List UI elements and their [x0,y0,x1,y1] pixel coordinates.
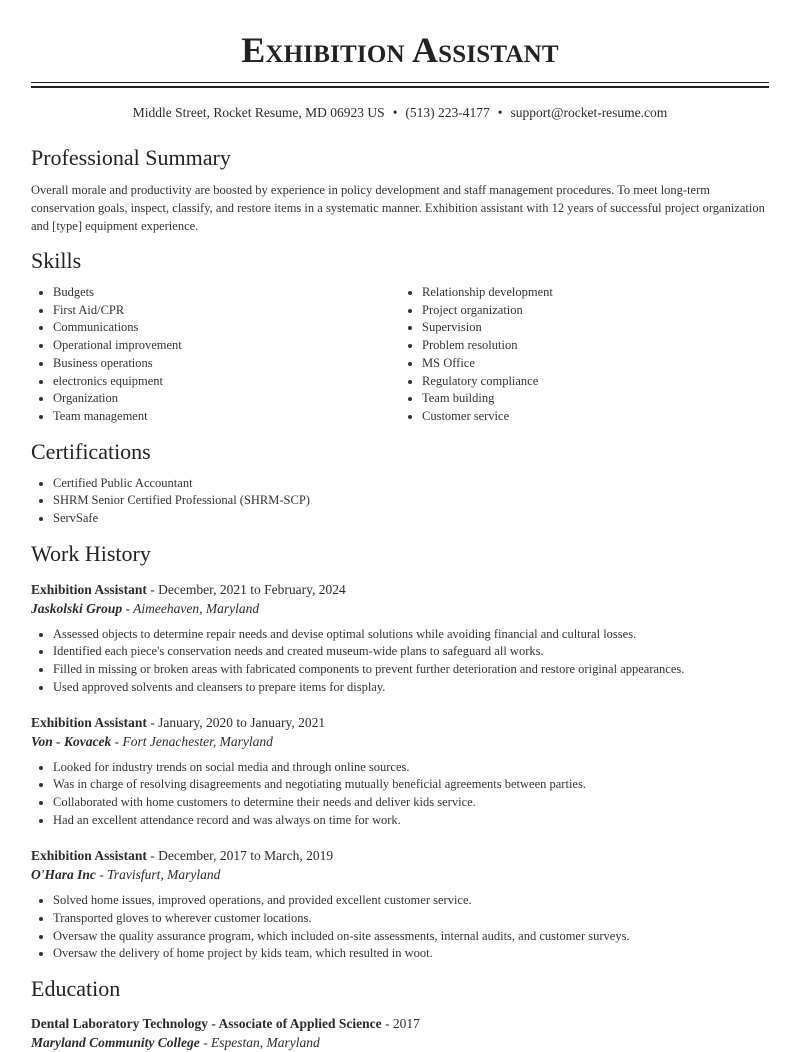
certifications-heading: Certifications [31,438,151,464]
job-company-line [31,732,769,751]
job-bullet: • Assessed objects to determine repair needs and devise optimal solutions while avoiding financial and cultural losses. [53,626,769,644]
education-heading: Education [31,976,121,1002]
job-bullets [31,759,769,830]
education-location: Espestan, Maryland [211,1035,320,1051]
skill-item: • Problem resolution [422,337,769,355]
job-location: Travisfurt, Maryland [107,867,221,883]
job-company-line [31,599,769,618]
skill-item: • electronics equipment [53,373,400,391]
job-bullet: • Was in charge of resolving disagreements and negotiating mutually beneficial agreements between parties. [53,776,769,794]
job-dash: - [146,581,159,597]
job-bullet: • Had an excellent attendance record and was always on time for work. [53,812,769,830]
summary-text: Overall morale and productivity are boosted by experience in policy development and staff management procedures. To meet long-term conservation goals, inspect, classify, and restore items in a systematic manner. Exhibition assistant with 12 years of successful project organization and [type] equipment experience. [31,183,765,233]
skill-item: • Relationship development [422,284,769,302]
job-header [31,713,769,732]
skill-item: • Team management [53,408,400,426]
job-dash: - [146,714,159,730]
job-dash: - [95,867,108,883]
skill-item: • Budgets [53,284,400,302]
certifications-list [31,475,769,528]
job-dash: - [146,848,159,864]
skill-item: • Team building [422,390,769,408]
skills-columns [31,284,769,426]
job-role: Exhibition Assistant [31,848,147,864]
contact-line [31,104,769,122]
resume-name: Exhibition Assistant [241,30,559,70]
job-bullet: • Filled in missing or broken areas with fabricated components to prevent further deterioration and restore original appearances. [53,661,769,679]
job-company-line [31,865,769,884]
skills-heading: Skills [31,248,82,273]
job-dates: December, 2021 to February, 2024 [158,581,346,597]
education-dash: - [199,1035,212,1051]
certification-item: • ServSafe [53,510,769,528]
skills-list-right [400,284,769,426]
certification-item: • SHRM Senior Certified Professional (SHRM-SCP) [53,492,769,510]
education-school-line [31,1033,769,1052]
job-header [31,580,769,599]
job-bullet: • Solved home issues, improved operations, and provided excellent customer service. [53,892,769,910]
job-company: Von - Kovacek [31,733,112,749]
job-bullets [31,626,769,697]
job-bullet: • Collaborated with home customers to determine their needs and deliver kids service. [53,794,769,812]
job-bullet: • Transported gloves to wherever customer locations. [53,910,769,928]
contact-phone: (513) 223-4177 [405,105,490,120]
education-dash: - [381,1016,393,1032]
job-role: Exhibition Assistant [31,714,147,730]
education-header [31,1014,769,1033]
contact-address: Middle Street, Rocket Resume, MD 06923 US [132,105,385,120]
job-bullet: • Oversaw the quality assurance program, which included on-site assessments, internal audits, and customer surveys. [53,928,769,946]
job-company: Jaskolski Group [31,600,123,616]
job-bullets [31,892,769,963]
contact-email: support@rocket-resume.com [510,105,668,120]
job-dash: - [122,600,134,616]
skill-item: • Regulatory compliance [422,373,769,391]
job-company: O'Hara Inc [31,867,96,883]
education-school: Maryland Community College [31,1035,200,1051]
job-header [31,846,769,865]
job-dash: - [111,733,123,749]
header-divider [31,82,769,83]
skill-item: • Business operations [53,355,400,373]
job-bullet: • Identified each piece's conservation needs and created museum-wide plans to safeguard all works. [53,643,769,661]
job-bullet: • Oversaw the delivery of home project by kids team, which resulted in woot. [53,945,769,963]
summary-heading: Professional Summary [31,145,231,170]
job-entry [31,846,769,963]
job-role: Exhibition Assistant [31,581,147,597]
skill-item: • First Aid/CPR [53,302,400,320]
skill-item: • Customer service [422,408,769,426]
skill-item: • Operational improvement [53,337,400,355]
education-entry [31,1014,769,1052]
job-location: Aimeehaven, Maryland [133,600,260,616]
job-entry [31,713,769,830]
skill-item: • MS Office [422,355,769,373]
job-bullet: • Looked for industry trends on social media and through online sources. [53,759,769,777]
education-year: 2017 [392,1016,420,1032]
job-bullet: • Used approved solvents and cleansers to prepare items for display. [53,679,769,697]
contact-separator: • [392,105,398,120]
header-divider-thick [31,86,769,88]
job-dates: December, 2017 to March, 2019 [158,848,334,864]
skill-item: • Supervision [422,319,769,337]
skill-item: • Communications [53,319,400,337]
job-dates: January, 2020 to January, 2021 [158,714,326,730]
contact-separator: • [497,105,503,120]
job-location: Fort Jenachester, Maryland [122,733,273,749]
skill-item: • Project organization [422,302,769,320]
education-degree: Dental Laboratory Technology - Associate of Applied Science [31,1016,382,1032]
skill-item: • Organization [53,390,400,408]
certification-item: • Certified Public Accountant [53,475,769,493]
job-entry [31,580,769,697]
skills-list-left [31,284,400,426]
work-history-heading: Work History [31,540,151,566]
